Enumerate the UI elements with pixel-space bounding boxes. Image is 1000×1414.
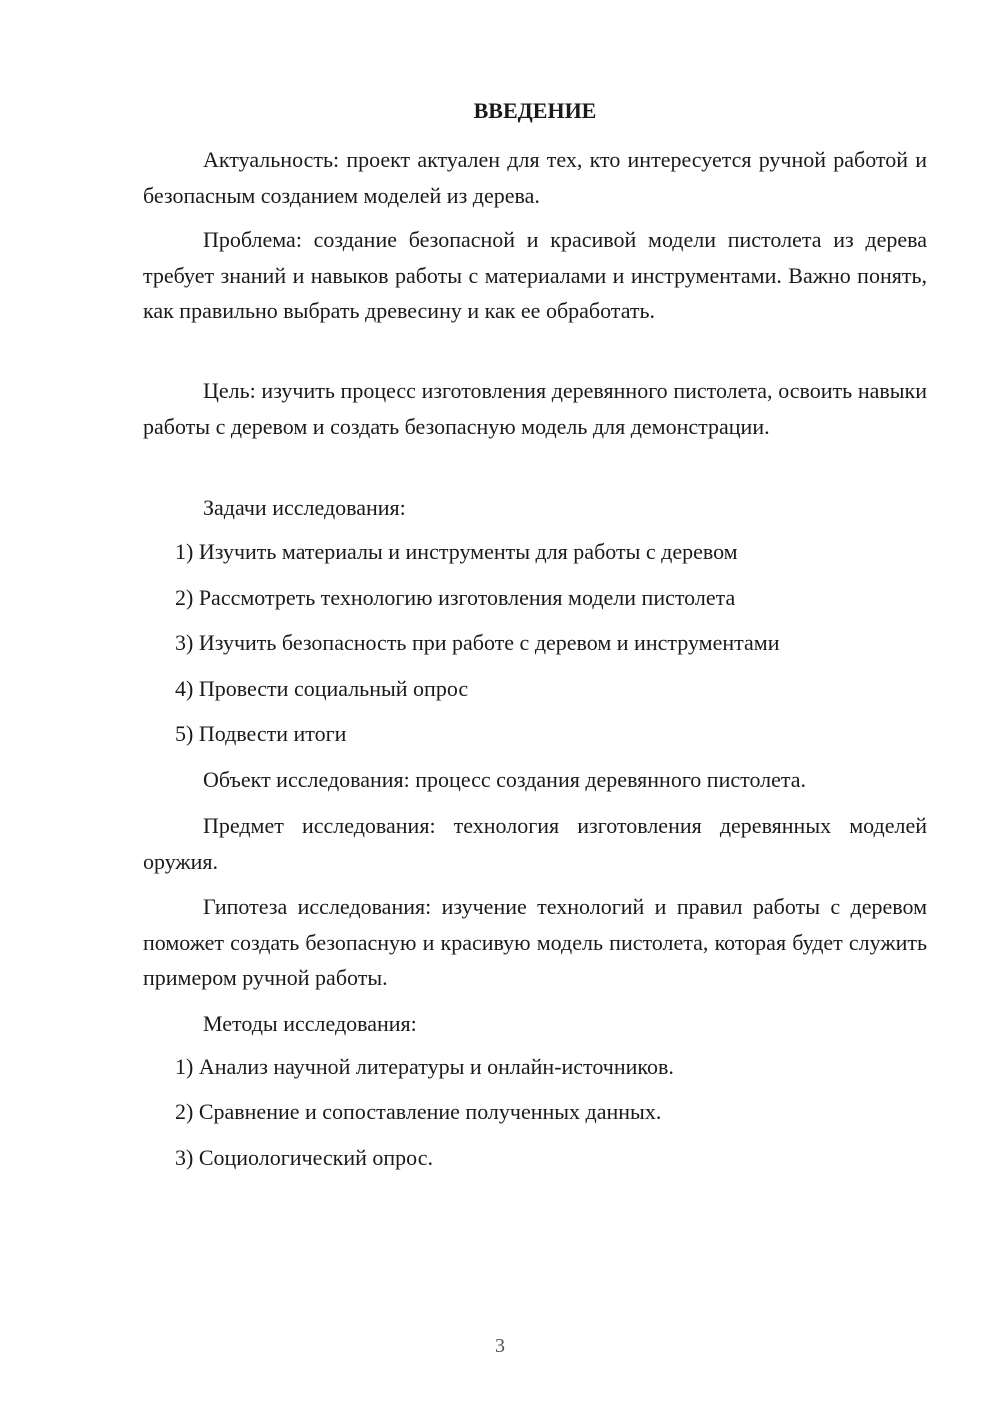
relevance-paragraph: Актуальность: проект актуален для тех, кто интересуется ручной работой и безопасным созданием моделей из дерева. <box>143 147 927 208</box>
section-heading: ВВЕДЕНИЕ <box>473 98 597 123</box>
task-item: 2) Рассмотреть технологию изготовления модели пистолета <box>175 585 736 610</box>
task-item: 3) Изучить безопасность при работе с деревом и инструментами <box>175 630 780 655</box>
hypothesis-paragraph: Гипотеза исследования: изучение технологий и правил работы с деревом поможет создать безопасную и красивую модель пистолета, которая будет служить примером ручной работы. <box>143 894 927 990</box>
methods-label: Методы исследования: <box>203 1011 417 1036</box>
problem-paragraph: Проблема: создание безопасной и красивой модели пистолета из дерева требует знаний и навыков работы с материалами и инструментами. Важно понять, как правильно выбрать древесину и как ее обработать. <box>143 227 927 323</box>
method-item: 1) Анализ научной литературы и онлайн-источников. <box>175 1054 674 1079</box>
tasks-label: Задачи исследования: <box>203 495 406 520</box>
goal-paragraph: Цель: изучить процесс изготовления деревянного пистолета, освоить навыки работы с деревом и создать безопасную модель для демонстрации. <box>143 378 927 439</box>
page-number: 3 <box>495 1335 505 1357</box>
task-item: 4) Провести социальный опрос <box>175 676 469 701</box>
subject-paragraph: Предмет исследования: технология изготовления деревянных моделей оружия. <box>143 813 927 874</box>
object-paragraph: Объект исследования: процесс создания деревянного пистолета. <box>203 767 807 792</box>
method-item: 3) Социологический опрос. <box>175 1145 433 1170</box>
task-item: 1) Изучить материалы и инструменты для работы с деревом <box>175 539 738 564</box>
method-item: 2) Сравнение и сопоставление полученных данных. <box>175 1099 662 1124</box>
task-item: 5) Подвести итоги <box>175 721 347 746</box>
